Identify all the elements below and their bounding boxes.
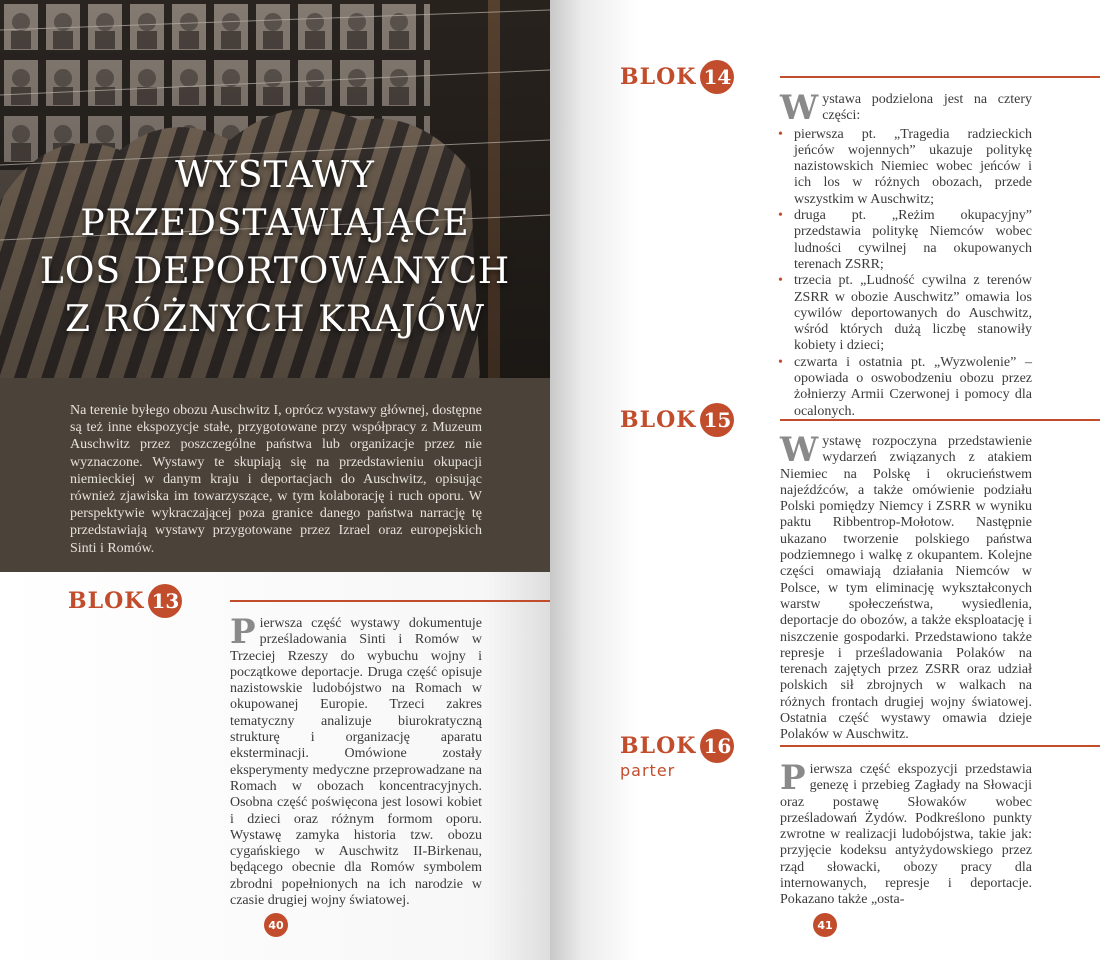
- exhibition-photo: [0, 0, 550, 378]
- dropcap: W: [780, 88, 819, 128]
- blok-15-heading: [620, 403, 734, 437]
- blok-label: BLOK: [620, 64, 697, 90]
- blok-label: BLOK: [68, 588, 145, 614]
- paragraph: ierwsza część ekspozycji przedstawia genezę i przebieg Zagłady na Słowacji oraz postawę Słowaków wobec prześladowań Żydów. Podkreślono punkty zwrotne w realizacji ludobójstwa, takie jak: przyjęcie kodeksu antyżydowskiego przez rząd słowacki, obozy pracy dla internowanych, represje i deportacje. Pokazano także „osta-: [780, 762, 1032, 908]
- blok-number-badge: 13: [148, 584, 182, 618]
- list-item: • czwarta i ostatnia pt. „Wyzwolenie” – opowiada o oswobodzeniu obozu przez żołnierzy Armii Czerwonej i pomocy dla ocalonych.: [780, 355, 1032, 420]
- title-line: LOS DEPORTOWANYCH: [39, 251, 511, 292]
- blok-label: BLOK: [620, 407, 697, 433]
- dropcap: P: [230, 612, 256, 652]
- blok-16-text: [780, 758, 1032, 909]
- section-rule: [780, 745, 1100, 747]
- title-line: WYSTAWY: [175, 155, 375, 196]
- intro-box: [0, 378, 550, 572]
- blok-15-text: [780, 430, 1032, 744]
- paragraph: ystawę rozpoczyna przedstawienie wydarzeń związanych z atakiem Niemiec na Polskę i okrucieństwem najeźdźców, a także omówienie podziału Polski pomiędzy Niemcy i ZSRR w wyniku paktu Ribbentrop-Mołotow. Następnie ukazano tworzenie polskiego państwa podziemnego i walkę z okupantem. Kolejne części omawiają działania Niemców w Polsce, w tym eliminację wykształconych warstw społeczeństwa, wysiedlenia, deportacje do obozów, a także eksploatację i niszczenie gospodarki. Przedstawiono także represje i prześladowania Polaków na terenach zajętych przez ZSRR oraz udział polskich sił zbrojnych w walkach na różnych frontach drugiej wojny światowej. Ostatnia część wystawy omawia dzieje Polaków w Auschwitz.: [780, 434, 1032, 743]
- blok-14-heading: [620, 60, 734, 94]
- blok-label: BLOK: [620, 733, 697, 759]
- dropcap: P: [780, 758, 806, 798]
- right-page: [550, 0, 1100, 960]
- page-number: 40: [264, 913, 288, 937]
- list-item: • druga pt. „Reżim okupacyjny” przedstawia politykę Niemców wobec ludności cywilnej na okupowanych terenach ZSRR;: [780, 208, 1032, 273]
- blok-16-heading: [620, 729, 734, 763]
- list-item: • trzecia pt. „Ludność cywilna z terenów ZSRR w obozie Auschwitz” omawia los cywilów deportowanych do Auschwitz, wśród których dużą liczbę stanowiły kobiety i dzieci;: [780, 273, 1032, 354]
- section-rule: [230, 600, 550, 602]
- intro-text: Na terenie byłego obozu Auschwitz I, oprócz wystawy głównej, dostępne są też inne ekspozycje stałe, przygotowane przy współpracy z Muzeum Auschwitz przez poszczególne państwa lub organizacje przez nie wyznaczone. Wystawy te skupiają się na przedstawieniu okupacji niemieckiej w danym kraju i deportacjach do Auschwitz, opisując również zjawiska im towarzyszące, w tym kolaborację i ruch oporu. W perspektywie wykraczającej poza granice danego państwa narrację tę przedstawiają wystawy przygotowane przez Izrael oraz europejskich Sinti i Romów.: [70, 403, 482, 556]
- dropcap: W: [780, 430, 819, 470]
- blok-13-heading: [68, 584, 182, 618]
- blok-number-badge: 14: [700, 60, 734, 94]
- page-number: 41: [813, 913, 837, 937]
- blok-number-badge: 15: [700, 403, 734, 437]
- paragraph: ierwsza część wystawy dokumentuje prześladowania Sinti i Romów w Trzeciej Rzeszy do wybuchu wojny i początkowe deportacje. Druga część opisuje nazistowskie ludobójstwo na Romach w okupowanej Europie. Trzeci zakres tematyczny analizuje biurokratyczną strukturę i organizację aparatu eksterminacji. Omówione zostały eksperymenty medyczne przeprowadzane na Romach w obozach koncentracyjnych. Osobna część poświęcona jest losowi kobiet i dzieci oraz różnym formom oporu. Wystawę zamyka historia tzw. obozu cygańskiego w Auschwitz II-Birkenau, będącego obecnie dla Romów symbolem zbrodni popełnionych na ich narodzie w czasie drugiej wojny światowej.: [230, 616, 482, 909]
- list-item: • pierwsza pt. „Tragedia radzieckich jeńców wojennych” ukazuje politykę nazistowskich Niemiec wobec jeńców i ich los w różnych obozach, przede wszystkim w Auschwitz;: [780, 127, 1032, 208]
- section-rule: [780, 419, 1100, 421]
- blok-14-text: [780, 88, 1032, 420]
- floor-label: parter: [620, 761, 676, 780]
- blok-13-text: [230, 612, 482, 909]
- title-line: Z RÓŻNYCH KRAJÓW: [64, 299, 486, 340]
- exhibition-parts-list: [780, 127, 1032, 420]
- section-rule: [780, 76, 1100, 78]
- title-line: PRZEDSTAWIAJĄCE: [80, 203, 470, 244]
- section-title: [0, 152, 550, 344]
- blok-number-badge: 16: [700, 729, 734, 763]
- paragraph: ystawa podzielona jest na cztery części:: [822, 92, 1032, 124]
